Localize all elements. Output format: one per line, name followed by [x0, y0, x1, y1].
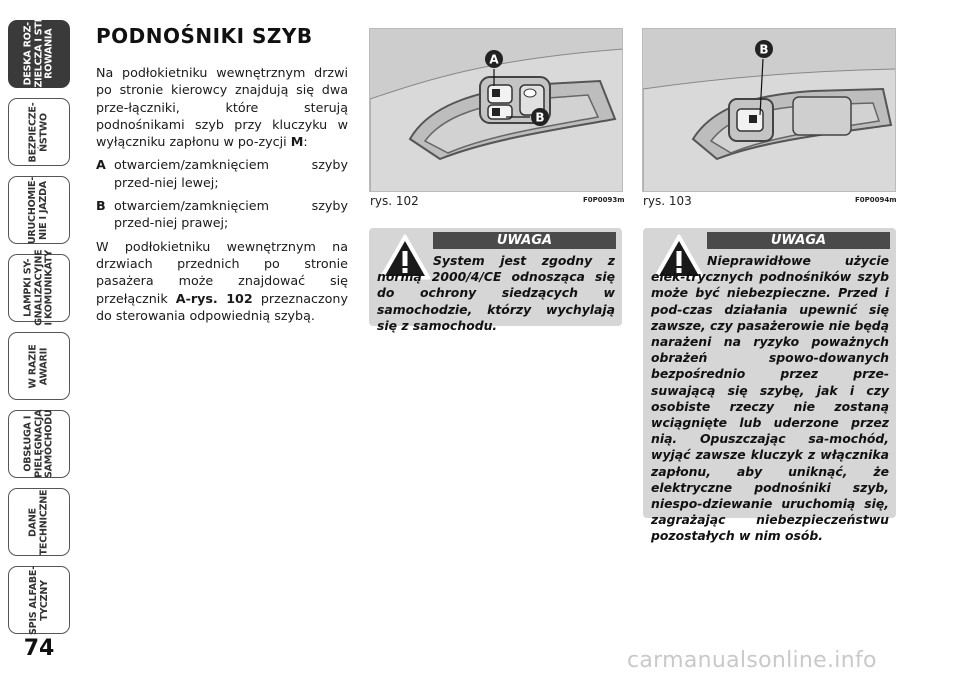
rear-paragraph: W podłokietniku wewnętrznym na drzwiach przednich po stronie pasażera może znajdować się przełącznik A-rys. 102 przeznaczony do sterowania odpowiednią szybą. — [96, 238, 348, 323]
chapter-sidebar — [0, 0, 78, 677]
figure-code: F0P0093m — [583, 196, 625, 204]
list-item: B otwarciem/zamknięciem szyby przed-niej prawej; — [96, 198, 348, 231]
warning-text: System jest zgodny z normą 2000/4/CE odnosząca się do ochrony siedzących w samochodzie, którzy wychylają się z samochodu. — [377, 253, 615, 333]
figure-label-b: B — [535, 110, 545, 125]
warning-title: UWAGA — [433, 232, 616, 249]
tab-lampki[interactable]: LAMPKI SY- GNALIZACYJNE I KOMUNIKATY — [8, 254, 70, 322]
page-title: PODNOŚNIKI SZYB — [96, 24, 313, 48]
list-item: A otwarciem/zamknięciem szyby przed-niej lewej; — [96, 157, 348, 190]
figure-102 — [369, 28, 623, 192]
figure-103 — [642, 28, 896, 192]
warning-box — [369, 228, 622, 333]
door-switch-illustration — [370, 29, 623, 192]
watermark: carmanualsonline.info — [627, 648, 877, 673]
tab-dane-techniczne[interactable]: DANE TECHNICZNE — [8, 488, 70, 556]
warning-text: Nieprawidłowe użycie elek-trycznych podnośników szyb może być niebezpieczne. Przed i pod-czas działania upewnić się zawsze, czy pasażerowie nie będą narażeni na ryzyko poważnych obrażeń spowo-dowanych bezpośrednio przez prze-suwającą się szybę, jak i czy osobiste rzeczy nie zostaną wciągnięte lub uderzone przez nią. Opuszczając sa-mochód, wyjąć zawsze kluczyk z włącznika zapłonu, aby uniknąć, że elektryczne podnośniki szyb, niespo-dziewanie uruchomią się, zagrażając niebezpieczeństwu pozostałych w nim osób. — [651, 253, 889, 544]
figure-caption: rys. 103 — [643, 194, 692, 208]
body-text — [96, 64, 348, 330]
tab-obsluga[interactable]: OBSŁUGA I PIELĘGNACJA SAMOCHODU — [8, 410, 70, 478]
figure-code: F0P0094m — [855, 196, 897, 204]
warning-title: UWAGA — [707, 232, 890, 249]
passenger-switch-illustration — [643, 29, 896, 192]
figure-label-a: A — [489, 52, 499, 67]
intro-paragraph: Na podłokietniku wewnętrznym drzwi po stronie kierowcy znajdują się dwa prze-łączniki, które sterują podnośnikami szyb przy kluczyku w wyłączniku zapłonu w po-zycji M: — [96, 65, 348, 150]
page-number: 74 — [23, 636, 55, 661]
figure-label-b: B — [759, 42, 769, 57]
warning-box — [643, 228, 896, 544]
tab-bezpieczenstwo[interactable]: BEZPIECZE- ŃSTWO — [8, 98, 70, 166]
tab-w-razie-awarii[interactable]: W RAZIE AWARII — [8, 332, 70, 400]
tab-uruchomienie[interactable]: URUCHOMIE- NIE I JAZDA — [8, 176, 70, 244]
tab-deska-rozdzielcza[interactable]: DESKA ROZ- DZIELCZA I STE- ROWANIA — [8, 20, 70, 88]
tab-spis-alfabetyczny[interactable]: SPIS ALFABE- TYCZNY — [8, 566, 70, 634]
figure-caption: rys. 102 — [370, 194, 419, 208]
